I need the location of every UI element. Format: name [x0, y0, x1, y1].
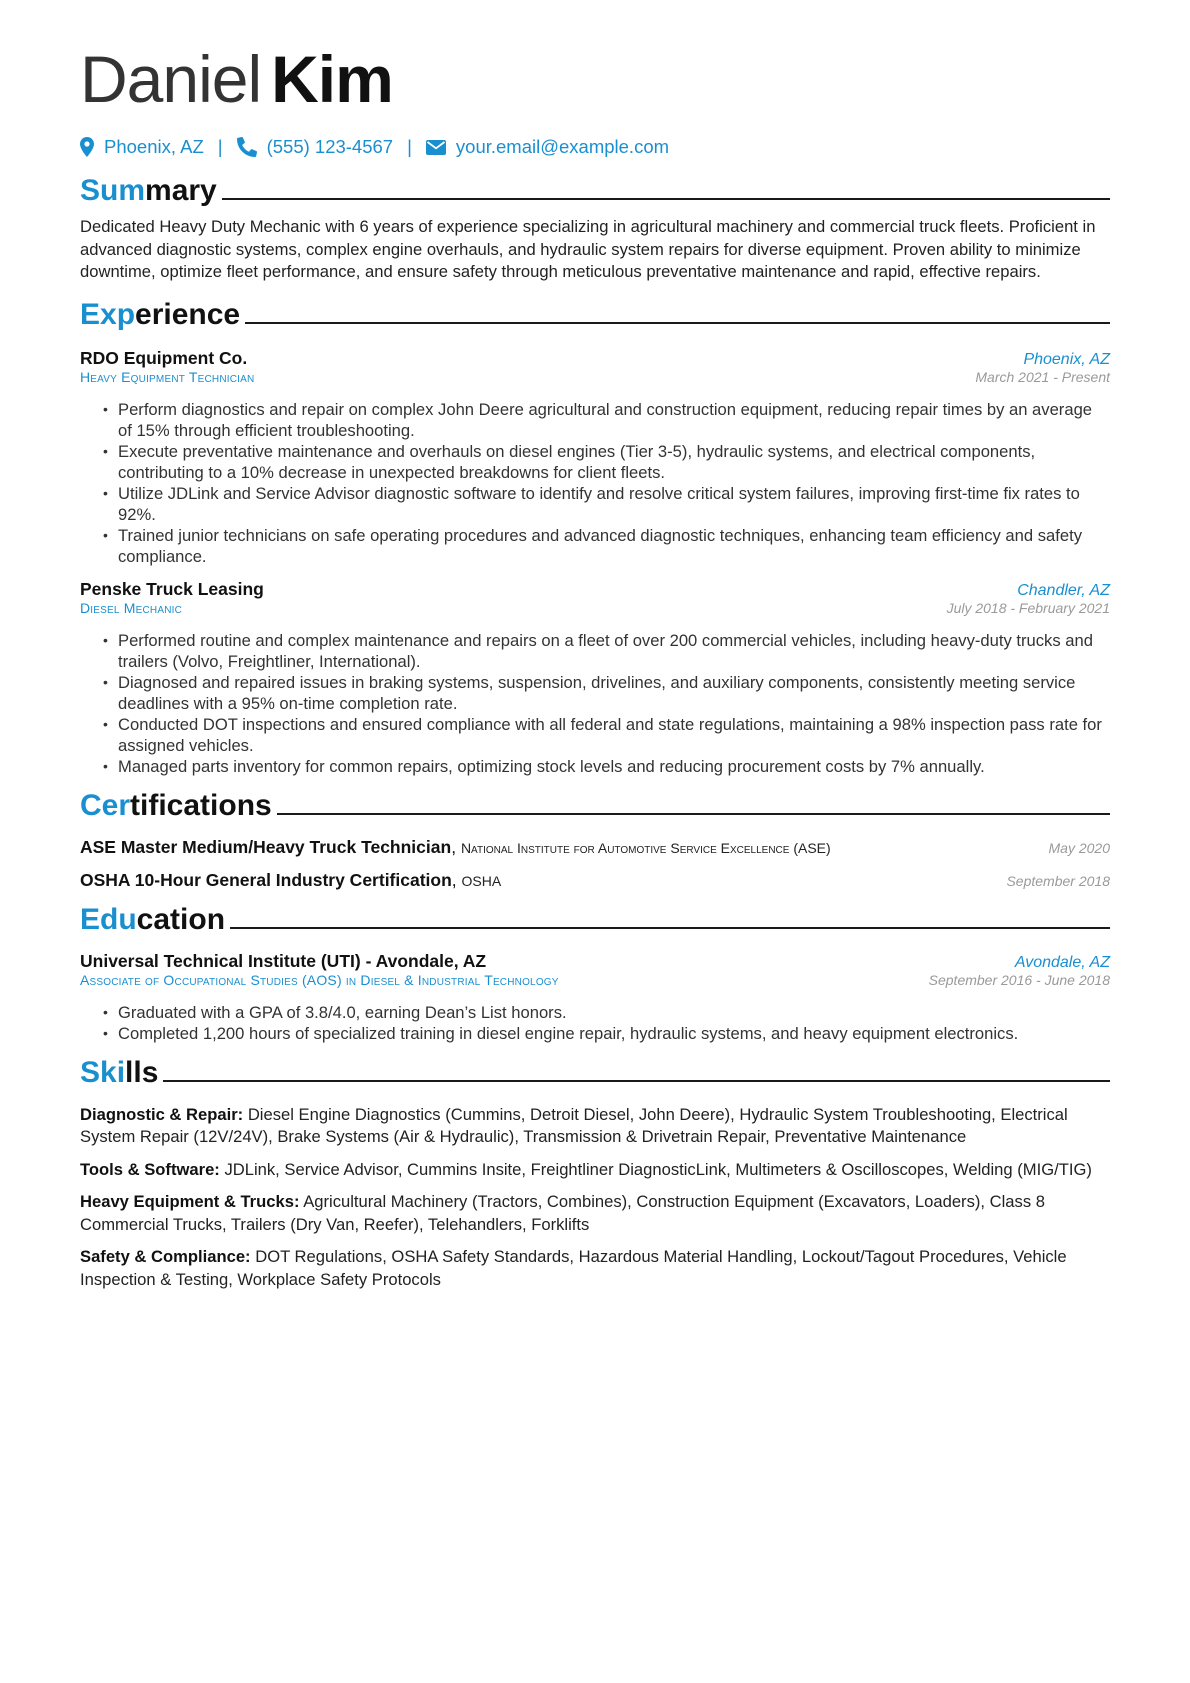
summary-section-header — [80, 168, 1110, 208]
skill-label: Diagnostic & Repair: — [80, 1104, 244, 1124]
section-title-summary: Summary — [80, 174, 217, 207]
last-name: Kim — [271, 42, 393, 116]
bullet-item: • Diagnosed and repaired issues in braking systems, suspension, drivelines, and auxiliary components, consistently meeting service deadlines with a 95% on-time completion rate. — [118, 672, 1110, 714]
section-title-skills: Skills — [80, 1055, 159, 1089]
candidate-name — [80, 38, 1110, 116]
bullet-item: • Trained junior technicians on safe operating procedures and advanced diagnostic techniques, enhancing team efficiency and safety compliance. — [118, 525, 1110, 567]
job-dates: July 2018 - February 2021 — [946, 599, 1110, 616]
bullet-item: • Utilize JDLink and Service Advisor diagnostic software to identify and resolve critical system failures, improving first-time fix rates to 92%. — [118, 483, 1110, 525]
contact-email[interactable] — [426, 136, 669, 158]
job-entry — [80, 579, 1110, 777]
bullet-item: • Conducted DOT inspections and ensured compliance with all federal and state regulations, maintaining a 98% inspection pass rate for assigned vehicles. — [118, 714, 1110, 756]
location-text: Phoenix, AZ — [104, 136, 204, 157]
certification-issuer: National Institute for Automotive Service Excellence (ASE) — [460, 839, 831, 856]
email-link[interactable]: your.email@example.com — [455, 136, 670, 157]
phone-text[interactable]: (555) 123-4567 — [266, 136, 394, 157]
skill-group — [80, 1104, 1110, 1149]
bullet-item: • Managed parts inventory for common repairs, optimizing stock levels and reducing procurement costs by 7% annually. — [118, 756, 1110, 777]
envelope-icon — [426, 140, 456, 155]
contact-line — [80, 134, 1110, 160]
bullet-item: • Completed 1,200 hours of specialized training in diesel engine repair, hydraulic systems, and heavy equipment electronics. — [118, 1023, 1110, 1044]
job-location: Chandler, AZ — [1017, 581, 1110, 599]
skill-group — [80, 1246, 1110, 1291]
degree-title: Associate of Occupational Studies (AOS) in Diesel & Industrial Technology — [80, 971, 559, 988]
first-name: Daniel — [80, 42, 262, 116]
certification-issuer: OSHA — [461, 872, 502, 889]
skill-label: Safety & Compliance: — [80, 1247, 251, 1266]
skill-group — [80, 1159, 1110, 1182]
section-divider — [245, 322, 1110, 324]
section-title-education: Education — [80, 902, 226, 936]
school-name: Universal Technical Institute (UTI) - Avondale, AZ — [80, 950, 487, 971]
skill-label: Heavy Equipment & Trucks: — [80, 1192, 300, 1211]
skill-group — [80, 1191, 1110, 1236]
contact-separator: | — [217, 136, 223, 157]
bullet-item: • Perform diagnostics and repair on complex John Deere agricultural and construction equipment, reducing repair times by an average of 15% through efficient troubleshooting. — [118, 399, 1110, 441]
skill-text: DOT Regulations, OSHA Safety Standards, Hazardous Material Handling, Lockout/Tagout Procedures, Vehicle Inspection & Testing, Workplace Safety Protocols — [80, 1247, 1067, 1289]
section-divider — [222, 198, 1110, 200]
education-bullets — [80, 1002, 1110, 1044]
bullet-item: • Graduated with a GPA of 3.8/4.0, earning Dean’s List honors. — [118, 1002, 1110, 1023]
skill-label: Tools & Software: — [80, 1159, 220, 1179]
section-divider — [277, 813, 1110, 815]
contact-separator: | — [407, 136, 412, 157]
certification-date: May 2020 — [1048, 839, 1110, 856]
skills-section-header — [80, 1050, 1110, 1090]
section-divider — [163, 1080, 1110, 1082]
company-name: RDO Equipment Co. — [80, 347, 248, 368]
certification-date: September 2018 — [1006, 872, 1110, 889]
job-location: Phoenix, AZ — [1023, 350, 1110, 368]
phone-icon — [237, 137, 267, 157]
certification-name: OSHA 10-Hour General Industry Certification — [80, 869, 452, 890]
experience-section-header — [80, 292, 1110, 332]
job-dates: March 2021 - Present — [975, 368, 1110, 385]
company-name: Penske Truck Leasing — [80, 578, 264, 599]
section-divider — [230, 927, 1110, 929]
job-bullets — [80, 630, 1110, 777]
job-title: Heavy Equipment Technician — [80, 368, 255, 385]
job-bullets — [80, 399, 1110, 567]
school-location: Avondale, AZ — [1014, 953, 1110, 971]
certifications-section-header — [80, 783, 1110, 823]
section-title-experience: Experience — [80, 297, 241, 331]
certification-name: ASE Master Medium/Heavy Truck Technician — [80, 836, 452, 857]
skill-text: Agricultural Machinery (Tractors, Combines), Construction Equipment (Excavators, Loaders), Class 8 Commercial Trucks, Trailers (Dry Van, Reefer), Telehandlers, Forklifts — [80, 1192, 1045, 1234]
section-title-certifications: Certifications — [80, 788, 272, 822]
contact-phone[interactable] — [237, 136, 394, 158]
education-entry — [80, 951, 1110, 1044]
certification-item: OSHA 10-Hour General Industry Certification, OSHA September 2018 — [80, 869, 1110, 890]
skill-text: Diesel Engine Diagnostics (Cummins, Detroit Diesel, John Deere), Hydraulic System Troubleshooting, Electrical System Repair (12V/24V), Brake Systems (Air & Hydraulic), Transmission & Drivetrain Repair, Preventative Maintenance — [80, 1104, 1068, 1146]
bullet-item: • Performed routine and complex maintenance and repairs on a fleet of over 200 commercial vehicles, including heavy-duty trucks and trailers (Volvo, Freightliner, International). — [118, 630, 1110, 672]
education-dates: September 2016 - June 2018 — [928, 971, 1110, 988]
bullet-item: • Execute preventative maintenance and overhauls on diesel engines (Tier 3-5), hydraulic systems, and electrical components, contributing to a 10% decrease in unexpected breakdowns for client fleets. — [118, 441, 1110, 483]
map-marker-icon — [80, 137, 104, 157]
certification-item: ASE Master Medium/Heavy Truck Technician, National Institute for Automotive Service Excellence (ASE) May 2020 — [80, 836, 1110, 857]
education-section-header — [80, 897, 1110, 937]
job-entry — [80, 348, 1110, 567]
summary-text: Dedicated Heavy Duty Mechanic with 6 years of experience specializing in agricultural machinery and commercial truck fleets. Proficient in advanced diagnostic systems, complex engine overhauls, and hydraulic system repairs for diverse equipment. Proven ability to minimize downtime, optimize fleet performance, and ensure safety through meticulous preventative maintenance and rapid, effective repairs. — [80, 217, 1096, 281]
job-title: Diesel Mechanic — [80, 599, 183, 616]
contact-location — [80, 136, 204, 158]
skill-text: JDLink, Service Advisor, Cummins Insite, Freightliner DiagnosticLink, Multimeters & Oscilloscopes, Welding (MIG/TIG) — [224, 1159, 1092, 1179]
